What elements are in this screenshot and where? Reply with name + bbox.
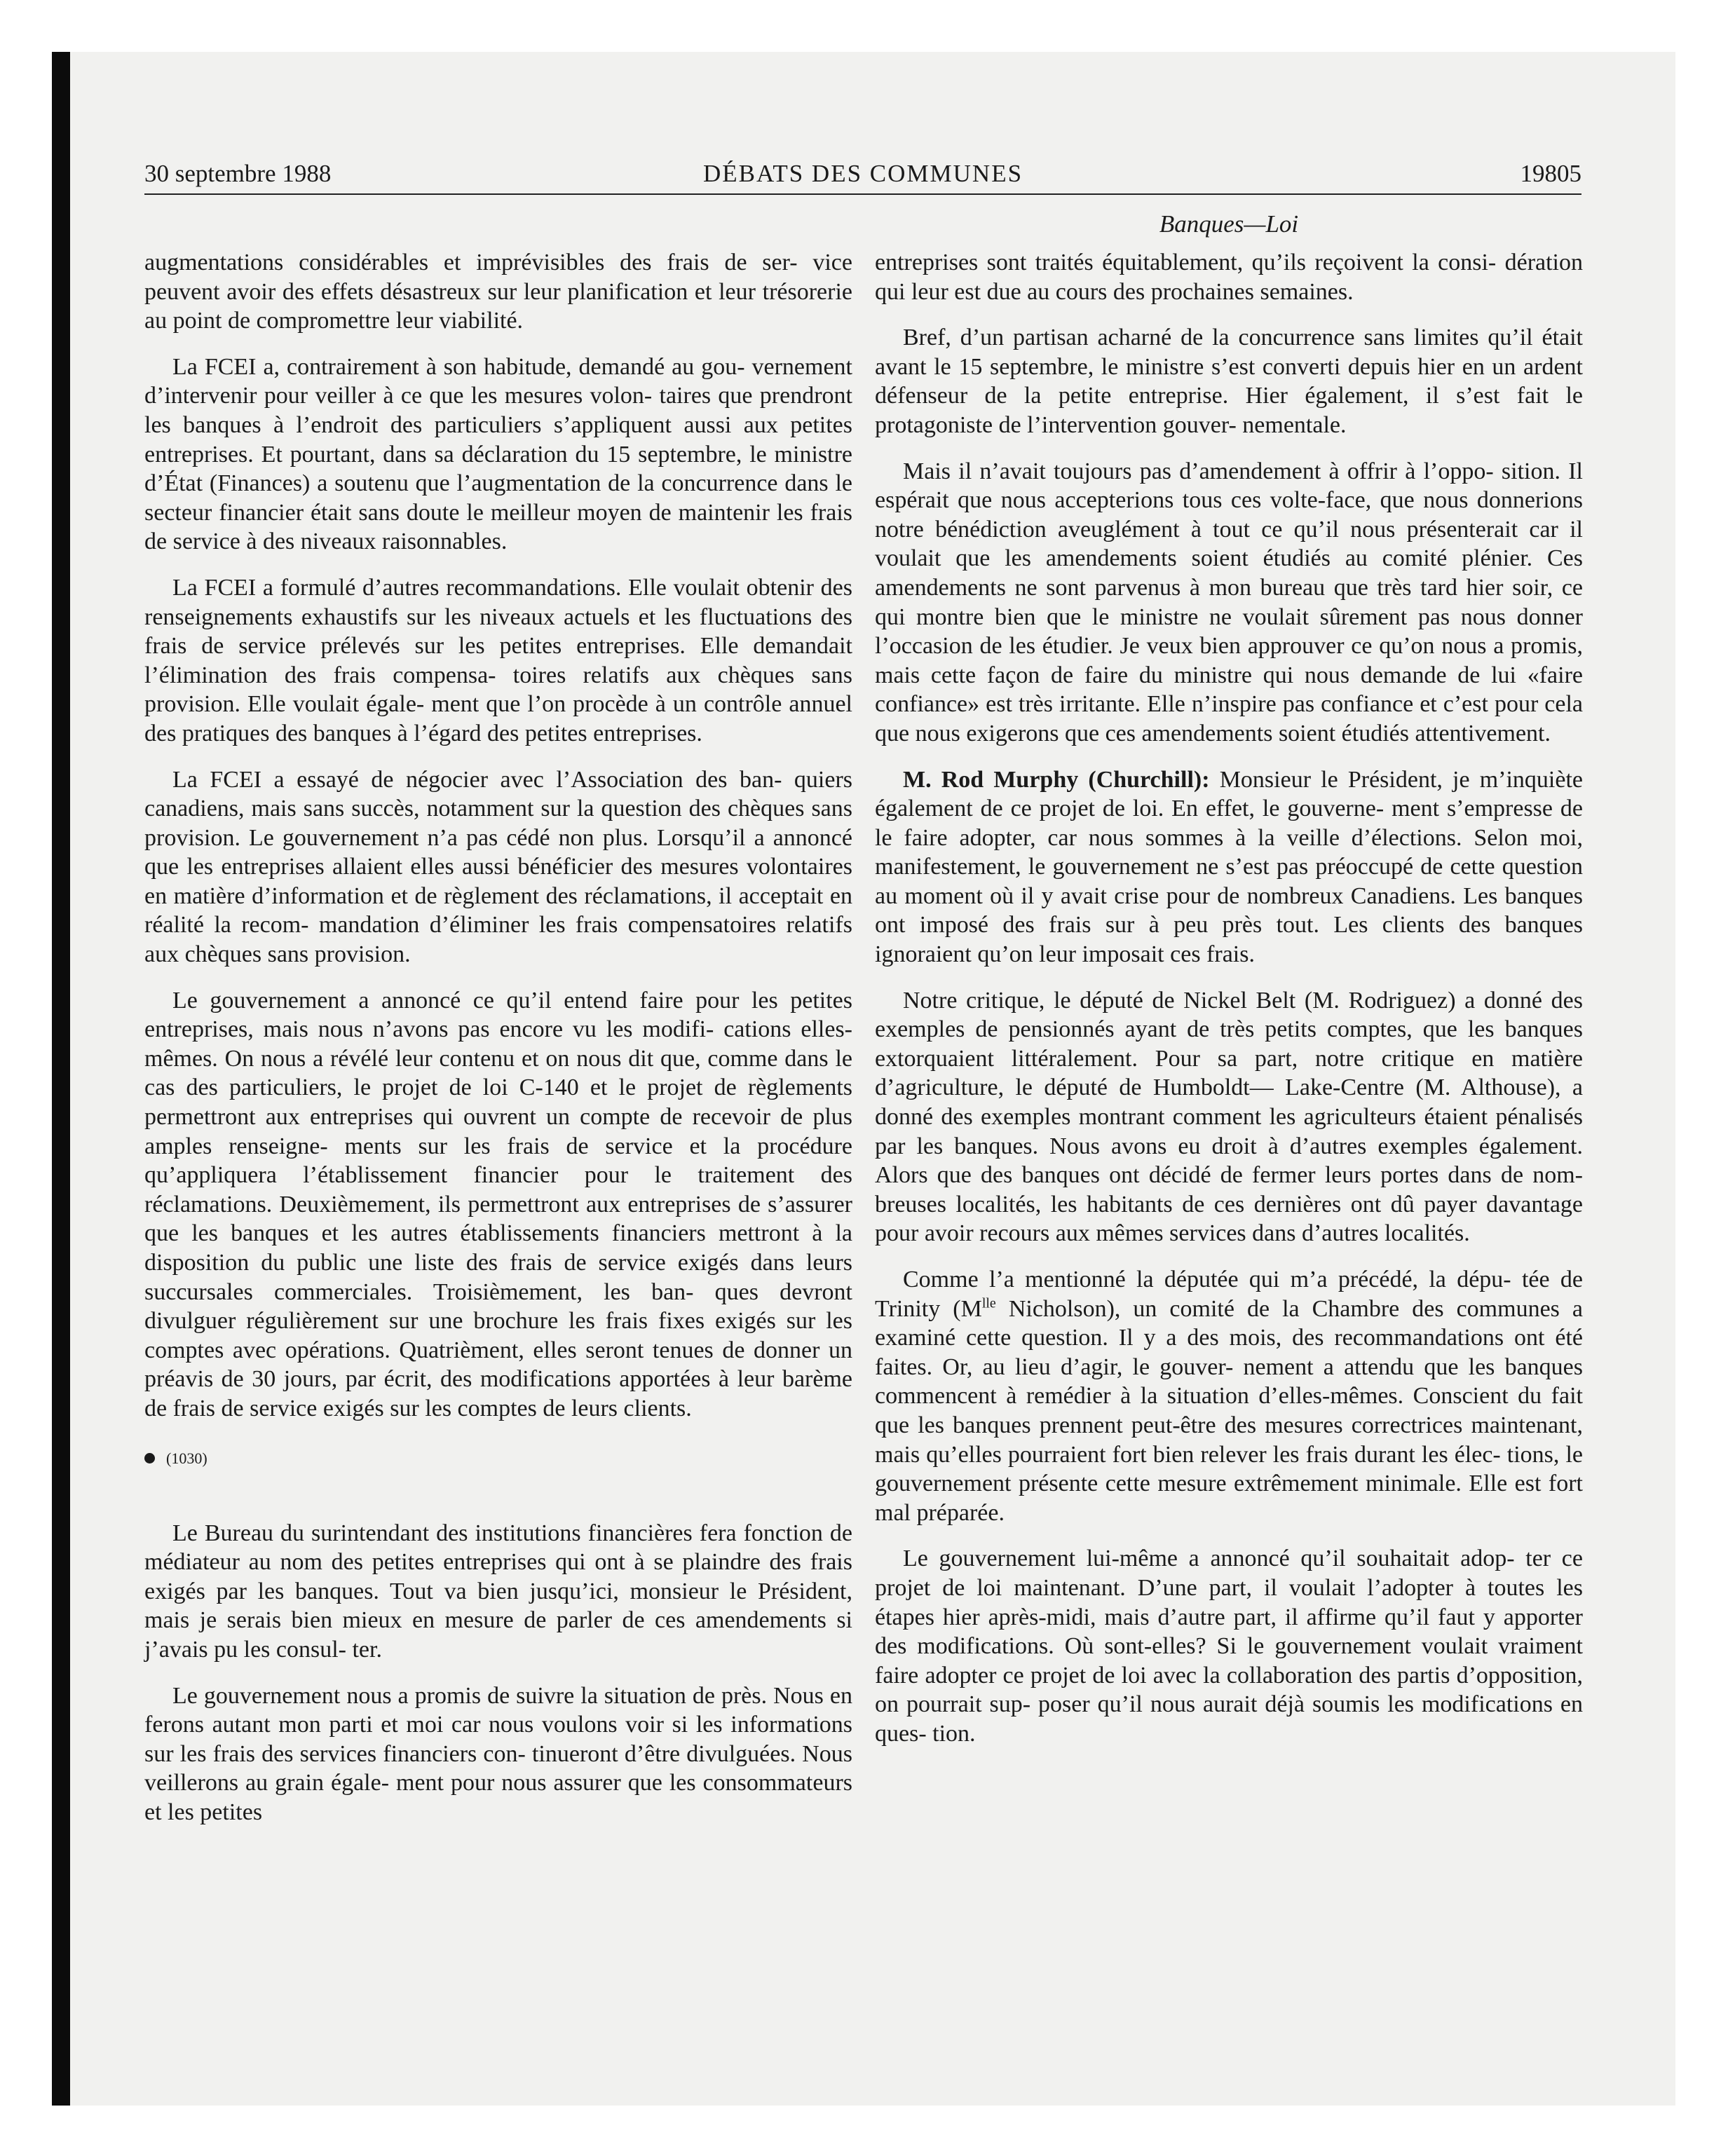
time-marker-label: (1030) [166,1449,207,1467]
paragraph-text: Comme l’a mentionné la députée qui m’a précédé, la dépu- tée de Trinity (M [875,1267,1583,1322]
superscript: lle [981,1295,996,1311]
paragraph: Le gouvernement lui-même a annoncé qu’il souhaitait adop- ter ce projet de loi maintenant. D’une part, il voulait l’adopter à toutes les étapes hier après-midi, mais d’autre part, il affirme qu’il faut y apporter des modifications. Où sont-elles? Si le gouvernement voulait vraiment faire adopter ce projet de loi avec la collaboration des partis d’opposition, on pourrait sup- poser qu’il nous aurait déjà soumis les modifications en ques- tion. [875,1546,1583,1747]
paragraph: entreprises sont traités équitablement, qu’ils reçoivent la consi- dération qui leur est due au cours des prochaines semaines. [875,250,1583,305]
paragraph: Mais il n’avait toujours pas d’amendement à offrir à l’oppo- sition. Il espérait que nous accepterions tous ces volte-face, que nous donnerions notre bénédiction aveuglément à tout ce qu’il nous présenterait car il voulait que les amendements soient étudiés au comité plénier. Ces amendements ne sont parvenus à mon bureau que très tard hier soir, ce qui montre bien que le ministre ne voulait sûrement pas nous donner l’occasion de les étudier. Je veux bien approuver ce qu’on nous a promis, mais cette façon de faire du ministre qui nous demande de lui «faire confiance» est très irritante. Elle n’inspire pas confiance et c’est pour cela que nous exigerons que ces amendements soient étudiés attentivement. [875,458,1583,746]
paragraph-text: Nicholson), un comité de la Chambre des communes a examiné cette question. Il y a des mois, des recommandations ont été faites. Or, au lieu d’agir, le gouver- nement a attendu que les banques commencent à remédier à la situation d’elles-mêmes. Conscient du fait que les banques prennent peut-être des mesures correctrices maintenant, mais qu’elles pourraient fort bien relever les frais durant les élec- tions, le gouvernement présente cette mesure extrêmement minimale. Elle est fort mal préparée. [875,1295,1583,1526]
bullet-icon [144,1453,155,1464]
paragraph: La FCEI a, contrairement à son habitude, demandé au gou- vernement d’intervenir pour veiller à ce que les mesures volon- taires que prendront les banques à l’endroit des particuliers s’appliquent aussi aux petites entreprises. Et pourtant, dans sa déclaration du 15 septembre, le ministre d’État (Finances) a soutenu que l’augmentation de la concurrence dans le secteur financier était sans doute le meilleur moyen de maintenir les frais de service à des niveaux raisonnables. [144,353,852,555]
paragraph: Le gouvernement nous a promis de suivre la situation de près. Nous en ferons autant mon parti et moi car nous voulons voir si les informations sur les frais des services financiers con- tinueront d’être divulguées. Nous veillerons au grain égale- ment pour nous assurer que les consommateurs et les petites [144,1682,852,1825]
paragraph: augmentations considérables et imprévisibles des frais de ser- vice peuvent avoir des effets désastreux sur leur planification et leur trésorerie au point de compromettre leur viabilité. [144,250,852,334]
right-column [875,248,1583,1766]
left-column [144,248,852,1844]
time-marker [144,1445,852,1473]
page-header [144,154,1581,195]
scan-edge-shadow [52,52,70,2106]
paragraph: Le Bureau du surintendant des institutions financières fera fonction de médiateur au nom des petites entreprises qui ont à se plaindre des frais exigés par les banques. Tout va bien jusqu’ici, monsieur le Président, mais je serais bien mieux en mesure de parler de ces amendements si j’avais pu les consul- ter. [144,1520,852,1663]
speech-text: Monsieur le Président, je m’inquiète également de ce projet de loi. En effet, le gouverne- ment s’empresse de le faire adopter, car nous sommes à la veille d’élections. Selon moi, manifestement, le gouvernement ne s’est pas préoccupé de cette question au moment où il y avait crise pour de nombreux Canadiens. Les banques ont imposé des frais sur à peu près tout. Les clients des banques ignoraient qu’on leur imposait ces frais. [875,766,1583,968]
header-date: 30 septembre 1988 [144,160,332,187]
running-head: Banques—Loi [1159,210,1299,238]
speech-paragraph [875,765,1583,969]
paragraph [875,1265,1583,1527]
speaker-name: M. Rod Murphy (Churchill): [903,766,1210,793]
paragraph: La FCEI a formulé d’autres recommandations. Elle voulait obtenir des renseignements exhaustifs sur les niveaux actuels et les fluctuations des frais de service prélevés sur les petites entreprises. Elle demandait l’élimination des frais compensa- toires relatifs aux chèques sans provision. Elle voulait égale- ment que l’on procède à un contrôle annuel des pratiques des banques à l’égard des petites entreprises. [144,574,852,746]
paragraph: La FCEI a essayé de négocier avec l’Association des ban- quiers canadiens, mais sans succès, notamment sur la question des chèques sans provision. Le gouvernement n’a pas cédé non plus. Lorsqu’il a annoncé que les entreprises allaient elles aussi bénéficier des mesures volontaires en matière d’information et de règlement des réclamations, il acceptait en réalité la recom- mandation d’éliminer les frais compensatoires relatifs aux chèques sans provision. [144,766,852,968]
paragraph: Bref, d’un partisan acharné de la concurrence sans limites qu’il était avant le 15 septembre, le ministre s’est converti depuis hier en un ardent défenseur de la petite entreprise. Hier également, il s’est fait le protagoniste de l’intervention gouver- nementale. [875,325,1583,438]
paragraph: Notre critique, le député de Nickel Belt (M. Rodriguez) a donné des exemples de pensionnés ayant de très petits comptes, que les banques extorquaient littéralement. Pour sa part, notre critique en matière d’agriculture, le député de Humboldt— Lake-Centre (M. Althouse), a donné des exemples montrant comment les agriculteurs étaient pénalisés par les banques. Nous avons eu droit à d’autres exemples également. Alors que des banques ont décidé de fermer leurs portes dans de nom- breuses localités, les habitants de ces dernières ont dû payer davantage pour avoir recours aux mêmes services dans d’autres localités. [875,987,1583,1247]
header-title: DÉBATS DES COMMUNES [702,160,1023,187]
paragraph: Le gouvernement a annoncé ce qu’il entend faire pour les petites entreprises, mais nous n’avons pas encore vu les modifi- cations elles-mêmes. On nous a révélé leur contenu et on nous dit que, comme dans le cas des particuliers, le projet de loi C-140 et le projet de règlements permettront aux entreprises qui ouvrent un compte de recevoir de plus amples renseigne- ments sur les frais de service et la procédure qu’appliquera l’établissement financier pour le traitement des réclamations. Deuxièmement, ils permettront aux entreprises de s’assurer que les banques et les autres établissements financiers mettront à la disposition du public une liste des frais de service exigés dans leurs succursales commerciales. Troisièmement, les ban- ques devront divulguer régulièrement sur une brochure les frais fixes exigés sur les comptes avec opérations. Quatrièment, elles seront tenues de donner un préavis de 30 jours, par écrit, des modifications apportées à leur barème de frais de service exigés sur les comptes de leurs clients. [144,987,852,1421]
header-page-number: 19805 [1520,160,1581,187]
